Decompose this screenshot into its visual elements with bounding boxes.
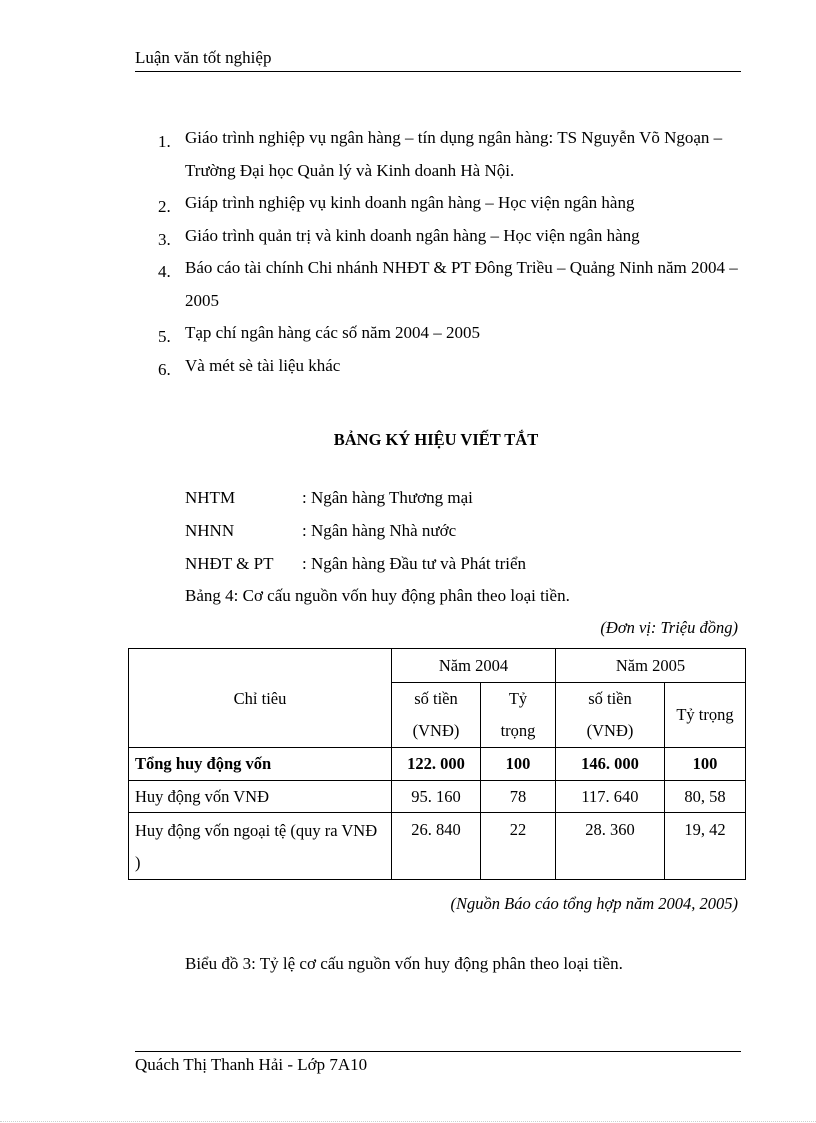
footer-rule: [135, 1051, 741, 1052]
reference-number: 5.: [158, 327, 171, 346]
table-source: (Nguồn Báo cáo tổng hợp năm 2004, 2005): [450, 894, 738, 913]
reference-number: 4.: [158, 262, 171, 281]
reference-text: Tạp chí ngân hàng các số năm 2004 – 2005: [185, 323, 481, 342]
page-edge: [0, 1121, 816, 1122]
table-caption: Bảng 4: Cơ cấu nguồn vốn huy động phân theo loại tiền.: [185, 586, 570, 605]
row-label: Tổng huy động vốn: [129, 748, 392, 781]
reference-item: [158, 220, 743, 253]
reference-item: [158, 252, 743, 317]
reference-number: 3.: [158, 229, 171, 249]
row-label: Huy động vốn ngoại tệ (quy ra VNĐ ): [129, 813, 392, 880]
share-label-line1: Tỷ: [508, 689, 528, 708]
reference-text: Giáo trình nghiệp vụ ngân hàng – tín dụng ngân hàng: TS Nguyễn Võ Ngoạn – Trường Đại học Quản lý và Kinh doanh Hà Nội.: [185, 128, 723, 180]
abbreviation-row: [185, 488, 473, 508]
chart-caption: Biểu đồ 3: Tỷ lệ cơ cấu nguồn vốn huy động phân theo loại tiền.: [185, 954, 623, 973]
abbreviation-row: [185, 521, 456, 541]
cell-share-2004: 78: [481, 781, 556, 813]
reference-number: 2.: [158, 197, 171, 216]
reference-number: 6.: [158, 359, 171, 379]
reference-list: [158, 122, 743, 382]
reference-item: [158, 187, 743, 220]
abbreviation-value: : Ngân hàng Thương mại: [302, 488, 473, 507]
cell-amount-2004: 26. 840: [392, 813, 481, 880]
page-footer: Quách Thị Thanh Hải - Lớp 7A10: [135, 1055, 368, 1074]
cell-amount-2005: 117. 640: [556, 781, 665, 813]
abbreviation-key: NHTM: [185, 488, 236, 507]
cell-amount-2005: 146. 000: [556, 748, 665, 781]
cell-share-2004: 100: [481, 748, 556, 781]
subheader-share-2005: Tỷ trọng: [665, 683, 746, 748]
abbreviation-value: : Ngân hàng Nhà nước: [302, 521, 457, 540]
cell-amount-2004: 95. 160: [392, 781, 481, 813]
subheader-amount-2004: [392, 683, 481, 748]
column-header-year-2004: Năm 2004: [392, 649, 556, 683]
table-unit: (Đơn vị: Triệu đồng): [600, 618, 738, 637]
abbreviation-value: : Ngân hàng Đầu tư và Phát triển: [302, 554, 527, 573]
row-label: Huy động vốn VNĐ: [129, 781, 392, 813]
reference-item: [158, 350, 743, 383]
table-header-row: [129, 649, 746, 683]
header-rule: [135, 71, 741, 72]
column-header-indicator: Chỉ tiêu: [129, 649, 392, 748]
cell-share-2005: 80, 58: [665, 781, 746, 813]
reference-text: Và mét sè tài liệu khác: [185, 355, 341, 375]
reference-item: [158, 317, 743, 350]
share-label-line2: trọng: [500, 721, 536, 740]
amount-unit-label: (VNĐ): [412, 721, 460, 740]
abbreviation-key: NHNN: [185, 521, 235, 540]
cell-share-2005: 19, 42: [665, 813, 746, 880]
abbreviation-row: [185, 554, 526, 574]
abbreviation-key: NHĐT & PT: [185, 554, 274, 573]
cell-amount-2004: 122. 000: [392, 748, 481, 781]
subheader-share-2004: [481, 683, 556, 748]
reference-item: [158, 122, 743, 187]
cell-amount-2005: 28. 360: [556, 813, 665, 880]
reference-number: 1.: [158, 132, 171, 151]
amount-unit-label: (VNĐ): [586, 721, 634, 740]
table-row: [129, 813, 746, 880]
cell-share-2004: 22: [481, 813, 556, 880]
reference-text: Giáo trình quản trị và kinh doanh ngân hàng – Học viện ngân hàng: [185, 225, 640, 245]
reference-text: Báo cáo tài chính Chi nhánh NHĐT & PT Đông Triều – Quảng Ninh năm 2004 – 2005: [185, 258, 738, 310]
table-row: [129, 748, 746, 781]
amount-label: số tiền: [588, 689, 632, 708]
subheader-amount-2005: [556, 683, 665, 748]
column-header-year-2005: Năm 2005: [556, 649, 746, 683]
funding-structure-table: [128, 648, 746, 880]
cell-share-2005: 100: [665, 748, 746, 781]
reference-text: Giáp trình nghiệp vụ kinh doanh ngân hàng – Học viện ngân hàng: [185, 193, 635, 212]
page-header: Luận văn tốt nghiệp: [135, 48, 272, 67]
abbreviations-title: BẢNG KÝ HIỆU VIẾT TẮT: [333, 430, 539, 449]
amount-label: số tiền: [414, 689, 458, 708]
table-row: [129, 781, 746, 813]
